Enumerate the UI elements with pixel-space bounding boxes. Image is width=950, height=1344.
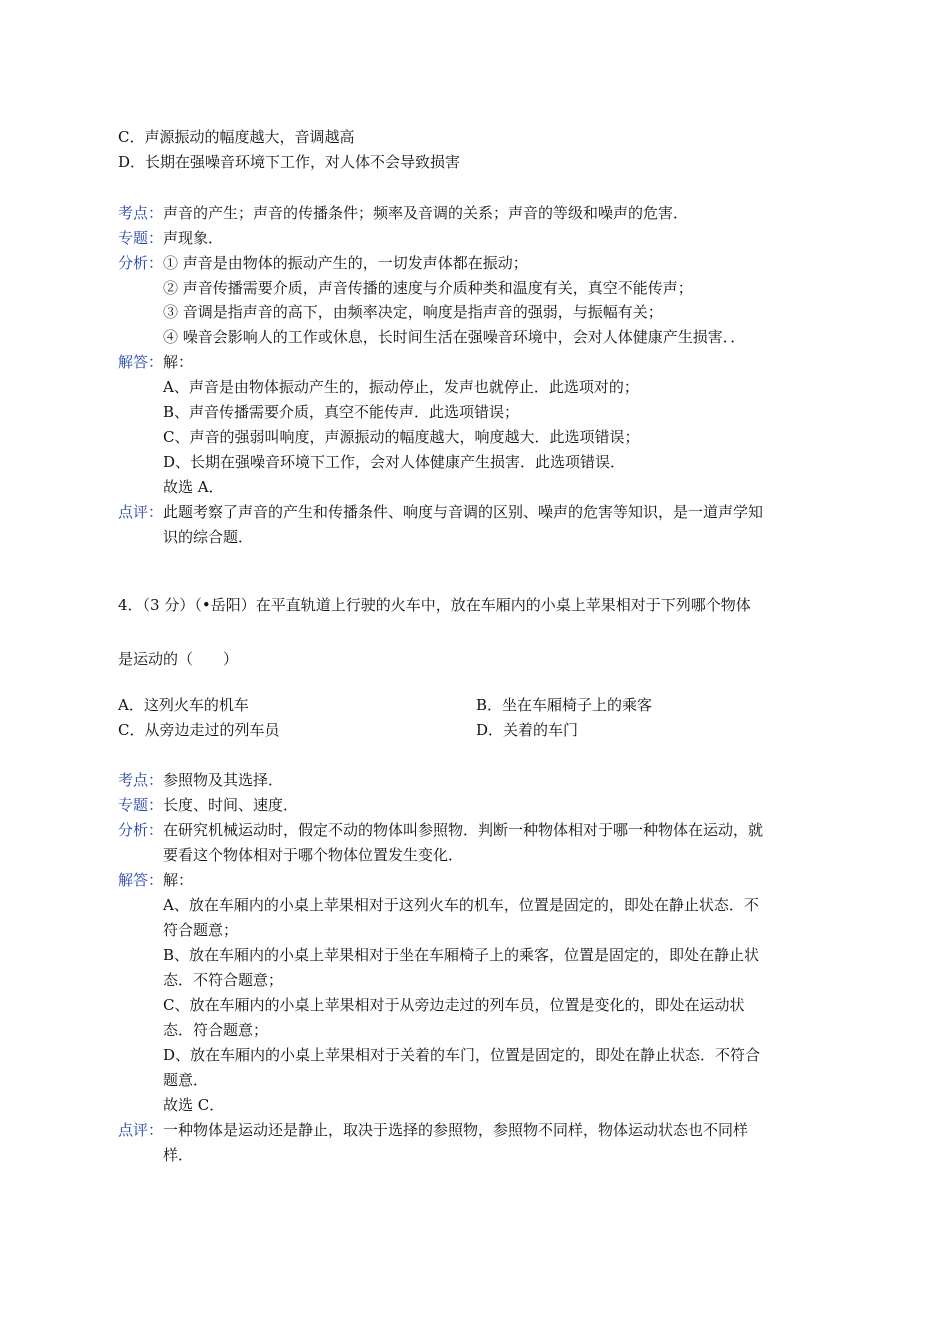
- dianping-line: 识的综合题．: [163, 528, 254, 546]
- q4-jieda: [118, 870, 193, 890]
- kaodian-text: 声音的产生；声音的传播条件；频率及音调的关系；声音的等级和噪声的危害．: [163, 204, 689, 222]
- jieda-line: D、长期在强噪音环境下工作，会对人体健康产生损害．此选项错误．: [163, 453, 626, 471]
- jieda-line: 题意．: [163, 1071, 209, 1089]
- q4-option-b: B．坐在车厢椅子上的乘客: [476, 696, 653, 714]
- zhuanti-text: 声现象．: [163, 229, 224, 247]
- dianping-line: 一种物体是运动还是静止，取决于选择的参照物，参照物不同样，物体运动状态也不同样: [163, 1121, 749, 1139]
- dianping-label: 点评：: [118, 1121, 164, 1139]
- jieda-intro: 解：: [163, 871, 194, 889]
- fenxi-line: ③ 音调是指声音的高下，由频率决定，响度是指声音的强弱，与振幅有关；: [163, 303, 663, 321]
- kaodian-text: 参照物及其选择．: [163, 771, 284, 789]
- jieda-line: D、放在车厢内的小桌上苹果相对于关着的车门，位置是固定的，即处在静止状态．不符合: [163, 1046, 761, 1064]
- q3-fenxi: [118, 253, 528, 273]
- dianping-label: 点评：: [118, 503, 164, 521]
- fenxi-line: 要看这个物体相对于哪个物体位置发生变化．: [163, 846, 464, 864]
- q3-option-d: D．长期在强噪音环境下工作，对人体不会导致损害: [118, 153, 461, 171]
- fenxi-line: 在研究机械运动时，假定不动的物体叫参照物．判断一种物体相对于哪一种物体在运动，就: [163, 821, 764, 839]
- q4-option-a: A．这列火车的机车: [118, 696, 249, 714]
- q3-dianping: [118, 502, 763, 522]
- q3-jieda: [118, 352, 193, 372]
- fenxi-label: 分析：: [118, 821, 164, 839]
- kaodian-label: 考点：: [118, 204, 164, 222]
- fenxi-line: ④ 噪音会影响人的工作或休息，长时间生活在强噪音环境中，会对人体健康产生损害．．: [163, 328, 746, 346]
- q4-option-c: C．从旁边走过的列车员: [118, 721, 280, 739]
- zhuanti-label: 专题：: [118, 796, 164, 814]
- q4-stem-cont: 是运动的（ ）: [118, 650, 239, 668]
- jieda-line: C、放在车厢内的小桌上苹果相对于从旁边走过的列车员，位置是变化的，即处在运动状: [163, 996, 745, 1014]
- jieda-label: 解答：: [118, 353, 164, 371]
- jieda-line: 态．符合题意；: [163, 1021, 269, 1039]
- q4-zhuanti: [118, 795, 298, 815]
- jieda-line: 态．不符合题意；: [163, 971, 284, 989]
- q3-kaodian: [118, 203, 688, 223]
- jieda-line: C、声音的强弱叫响度，声源振动的幅度越大，响度越大．此选项错误；: [163, 428, 640, 446]
- fenxi-line: ② 声音传播需要介质，声音传播的速度与介质种类和温度有关，真空不能传声；: [163, 279, 693, 297]
- kaodian-label: 考点：: [118, 771, 164, 789]
- zhuanti-label: 专题：: [118, 229, 164, 247]
- fenxi-label: 分析：: [118, 254, 164, 272]
- zhuanti-text: 长度、时间、速度．: [163, 796, 299, 814]
- dianping-line: 此题考察了声音的产生和传播条件、响度与音调的区别、噪声的危害等知识，是一道声学知: [163, 503, 764, 521]
- jieda-line: 故选 C．: [163, 1096, 225, 1114]
- q4-option-d: D．关着的车门: [476, 721, 579, 739]
- q3-zhuanti: [118, 228, 223, 248]
- dianping-line: 样．: [163, 1146, 194, 1164]
- jieda-line: B、放在车厢内的小桌上苹果相对于坐在车厢椅子上的乘客，位置是固定的，即处在静止状: [163, 946, 760, 964]
- jieda-label: 解答：: [118, 871, 164, 889]
- q4-stem: 4．（3 分）（•岳阳）在平直轨道上行驶的火车中，放在车厢内的小桌上苹果相对于下列哪个物体: [118, 596, 751, 614]
- jieda-line: A、声音是由物体振动产生的，振动停止，发声也就停止．此选项对的；: [163, 378, 639, 396]
- jieda-intro: 解：: [163, 353, 194, 371]
- jieda-line: A、放在车厢内的小桌上苹果相对于这列火车的机车，位置是固定的，即处在静止状态．不: [163, 896, 759, 914]
- jieda-line: 符合题意；: [163, 921, 239, 939]
- q3-option-c: C．声源振动的幅度越大，音调越高: [118, 128, 355, 146]
- q4-fenxi: [118, 820, 763, 840]
- fenxi-line: ① 声音是由物体的振动产生的，一切发声体都在振动；: [163, 254, 528, 272]
- jieda-line: B、声音传播需要介质，真空不能传声．此选项错误；: [163, 403, 520, 421]
- q4-dianping: [118, 1120, 748, 1140]
- q4-kaodian: [118, 770, 283, 790]
- jieda-line: 故选 A．: [163, 478, 224, 496]
